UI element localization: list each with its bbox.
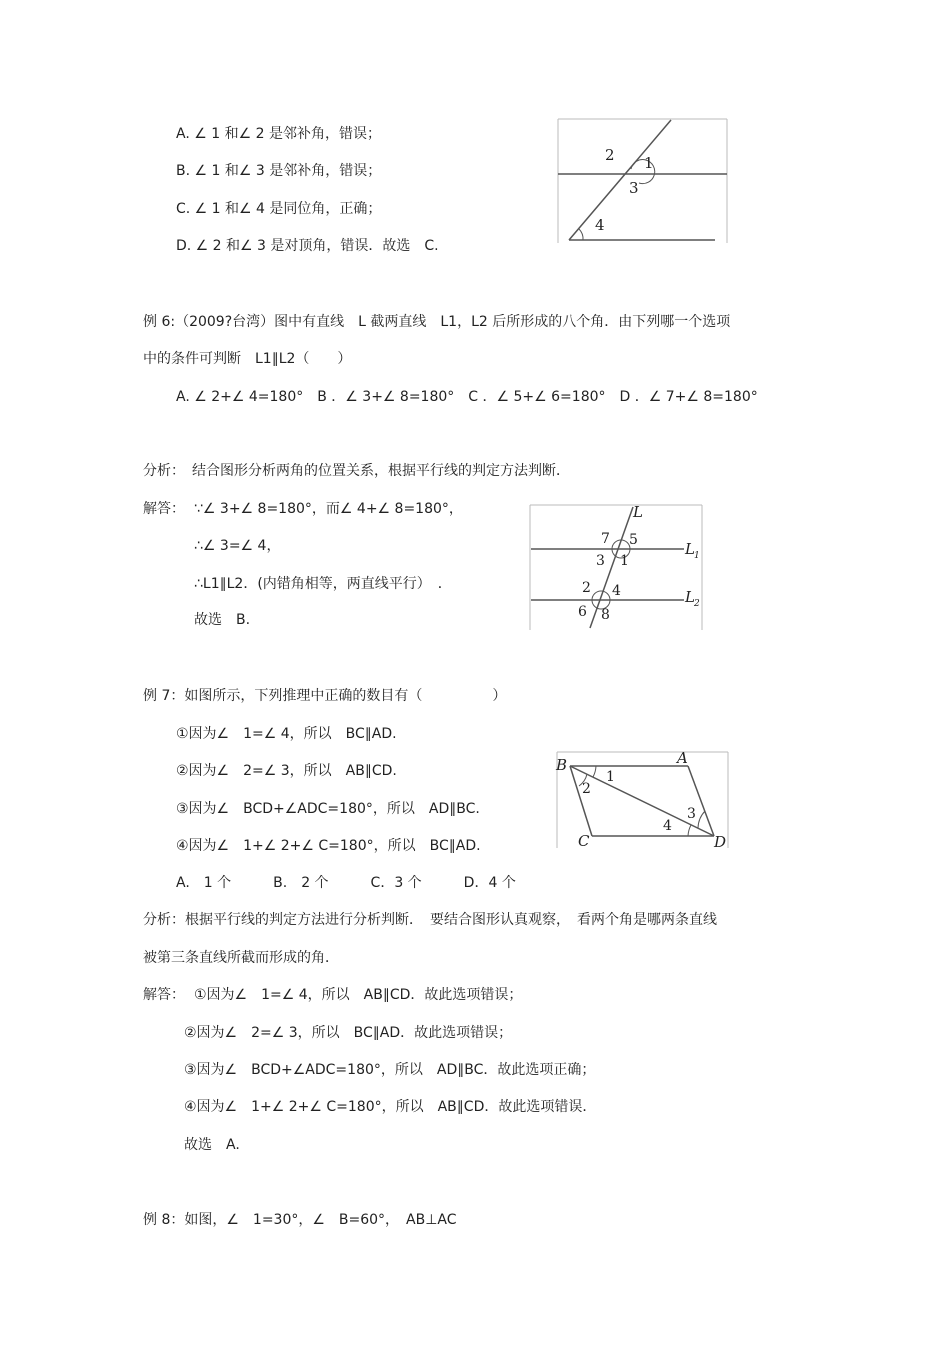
- ex6-label-L: L: [633, 503, 643, 521]
- ex6-question-line2: 中的条件可判断 L1∥L2（ ）: [143, 351, 352, 367]
- ex7-analysis-line2: 被第三条直线所截而形成的角．: [143, 950, 339, 966]
- ex7-solution-line4: ④因为∠ 1+∠ 2+∠ C=180°，所以 AB∥CD．故此选项错误．: [184, 1099, 597, 1115]
- ex7-vertex-D: D: [714, 833, 727, 851]
- ex6-label-L1-sub: 1: [694, 551, 700, 561]
- ex6-angle-4: 4: [612, 583, 621, 599]
- ex6-solution-label: 解答：: [143, 501, 185, 517]
- ex7-angle-2: 2: [582, 781, 591, 797]
- ex7-question: 例 7：如图所示，下列推理中正确的数目有（ ）: [143, 688, 507, 704]
- ex7-solution-line1: ①因为∠ 1=∠ 4，所以 AB∥CD．故此选项错误；: [194, 987, 523, 1003]
- ex6-angle-8: 8: [601, 607, 610, 623]
- ex7-item-2: ②因为∠ 2=∠ 3，所以 AB∥CD.: [176, 763, 397, 779]
- ex7-angle-1: 1: [606, 769, 615, 785]
- ex7-item-4: ④因为∠ 1+∠ 2+∠ C=180°，所以 BC∥AD.: [176, 838, 481, 854]
- ex6-solution-line4: 故选 B.: [194, 612, 251, 628]
- ex5-option-d: D. ∠ 2 和∠ 3 是对顶角，错误．故选 C.: [176, 238, 439, 254]
- ex6-label-L1: L: [685, 540, 695, 558]
- ex8-question: 例 8：如图，∠ 1=30°，∠ B=60°， AB⊥AC: [143, 1212, 457, 1228]
- ex7-figure: [554, 750, 732, 852]
- ex6-question-line1: 例 6:（2009?台湾）图中有直线 L 截两直线 L1，L2 后所形成的八个角．由下列哪一个选项: [143, 314, 731, 330]
- ex5-figure: [555, 117, 730, 247]
- ex7-vertex-B: B: [556, 756, 568, 774]
- ex6-angle-2: 2: [582, 580, 591, 596]
- ex5-option-a: A. ∠ 1 和∠ 2 是邻补角，错误；: [176, 126, 381, 142]
- ex7-angle-3: 3: [687, 806, 696, 822]
- ex6-label-L2: L: [685, 588, 695, 606]
- ex7-solution-label: 解答：: [143, 987, 185, 1003]
- ex7-analysis-line1: 分析：根据平行线的判定方法进行分析判断． 要结合图形认真观察， 看两个角是哪两条直线: [143, 912, 717, 928]
- ex7-item-1: ①因为∠ 1=∠ 4，所以 BC∥AD.: [176, 726, 397, 742]
- ex7-vertex-A: A: [677, 750, 688, 767]
- ex7-solution-line2: ②因为∠ 2=∠ 3，所以 BC∥AD．故此选项错误；: [184, 1025, 513, 1041]
- ex6-analysis: 分析： 结合图形分析两角的位置关系，根据平行线的判定方法判断．: [143, 463, 570, 479]
- ex7-vertex-C: C: [578, 832, 590, 850]
- ex7-angle-4: 4: [663, 818, 672, 834]
- ex6-label-L2-sub: 2: [694, 599, 700, 609]
- ex6-angle-6: 6: [578, 604, 587, 620]
- ex6-solution-line3: ∴L1∥L2．(内错角相等，两直线平行） ．: [194, 576, 452, 592]
- ex6-solution-line2: ∴∠ 3=∠ 4，: [194, 538, 281, 554]
- ex6-angle-5: 5: [629, 532, 638, 548]
- ex6-angle-3: 3: [596, 553, 605, 569]
- ex7-options: A. 1 个 B. 2 个 C．3 个 D．4 个: [176, 875, 516, 891]
- ex7-solution-line3: ③因为∠ BCD+∠ADC=180°，所以 AD∥BC．故此选项正确；: [184, 1062, 596, 1078]
- ex5-label-4: 4: [595, 216, 605, 234]
- ex5-label-1: 1: [644, 154, 654, 172]
- ex5-label-2: 2: [605, 146, 615, 164]
- ex6-angle-1: 1: [620, 553, 629, 569]
- ex7-item-3: ③因为∠ BCD+∠ADC=180°，所以 AD∥BC.: [176, 801, 480, 817]
- ex6-options: A. ∠ 2+∠ 4=180° B ．∠ 3+∠ 8=180° C ．∠ 5+∠ 6=180° D ．∠ 7+∠ 8=180°: [176, 389, 758, 405]
- ex5-option-b: B. ∠ 1 和∠ 3 是邻补角，错误；: [176, 163, 382, 179]
- ex6-solution-line1: ∵∠ 3+∠ 8=180°，而∠ 4+∠ 8=180°，: [194, 501, 463, 517]
- ex5-label-3: 3: [629, 179, 639, 197]
- ex5-option-c: C. ∠ 1 和∠ 4 是同位角，正确；: [176, 201, 382, 217]
- ex6-figure: [527, 503, 705, 633]
- ex7-solution-line5: 故选 A.: [184, 1137, 240, 1153]
- ex6-angle-7: 7: [601, 531, 610, 547]
